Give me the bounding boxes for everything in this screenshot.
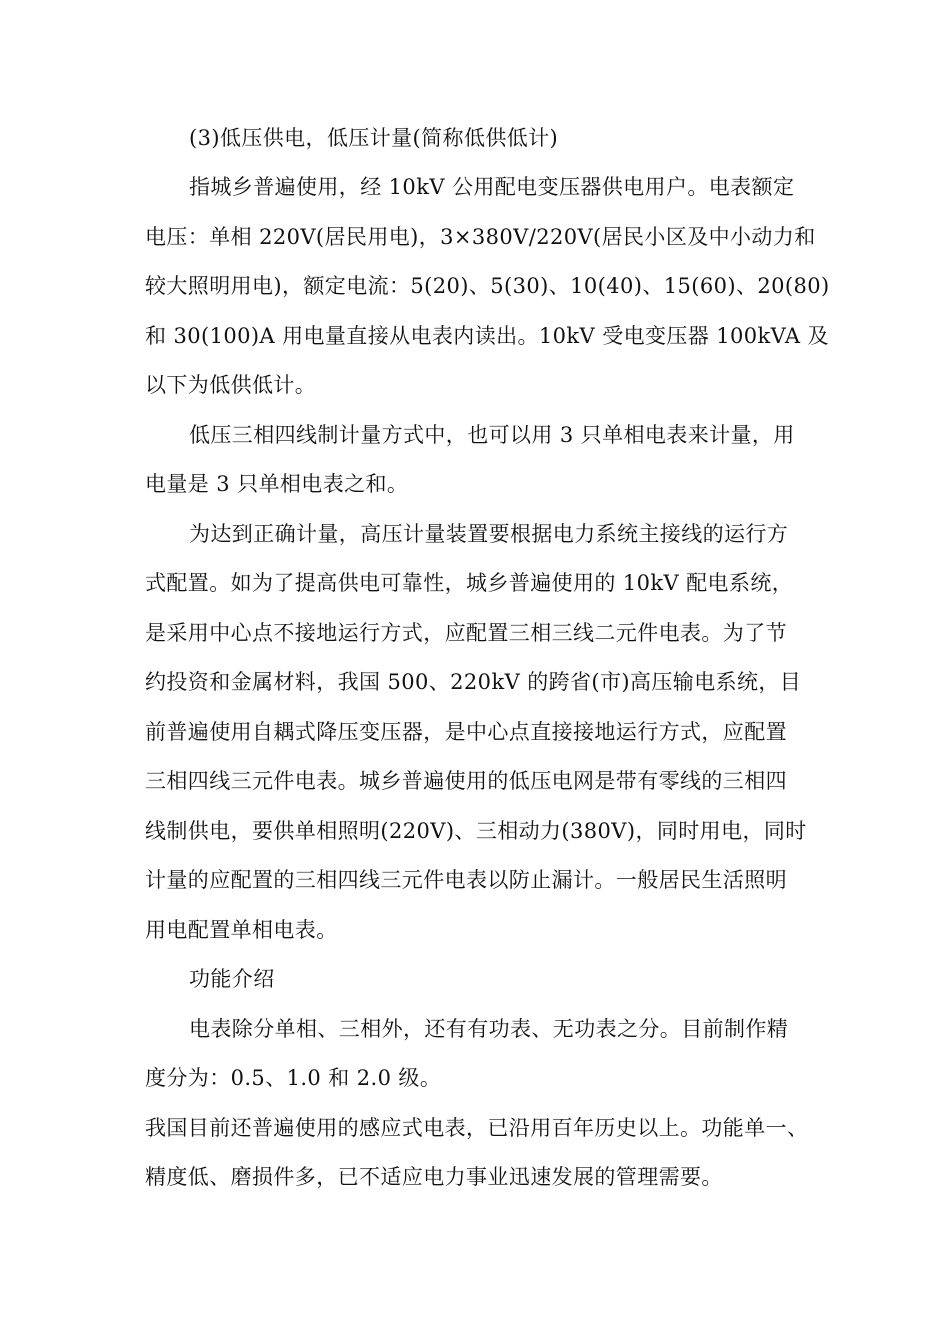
paragraph-line: 指城乡普遍使用，经 10kV 公用配电变压器供电用户。电表额定 [189, 175, 795, 199]
paragraph-line: 低压三相四线制计量方式中，也可以用 3 只单相电表来计量，用 [189, 423, 795, 447]
section-heading-low-voltage: (3)低压供电，低压计量(简称低供低计) [189, 126, 559, 150]
paragraph-line: 式配置。如为了提高供电可靠性，城乡普遍使用的 10kV 配电系统， [145, 571, 794, 595]
paragraph-line: 以下为低供低计。 [145, 373, 317, 397]
paragraph-line: 是采用中心点不接地运行方式，应配置三相三线二元件电表。为了节 [145, 621, 787, 645]
paragraph-line: 度分为：0.5、1.0 和 2.0 级。 [145, 1066, 442, 1090]
paragraph-line: 电量是 3 只单相电表之和。 [145, 472, 409, 496]
paragraph-line: 三相四线三元件电表。城乡普遍使用的低压电网是带有零线的三相四 [145, 769, 787, 793]
paragraph-line: 为达到正确计量，高压计量装置要根据电力系统主接线的运行方 [189, 522, 789, 546]
paragraph-line: 电表除分单相、三相外，还有有功表、无功表之分。目前制作精 [189, 1017, 789, 1041]
paragraph-line: 精度低、磨损件多，已不适应电力事业迅速发展的管理需要。 [145, 1165, 723, 1189]
paragraph-line: 电压：单相 220V(居民用电)，3×380V/220V(居民小区及中小动力和 [145, 225, 816, 249]
paragraph-line: 线制供电，要供单相照明(220V)、三相动力(380V)，同时用电，同时 [145, 819, 807, 843]
paragraph-line: 前普遍使用自耦式降压变压器，是中心点直接接地运行方式，应配置 [145, 720, 787, 744]
section-heading-features: 功能介绍 [189, 967, 275, 991]
paragraph-line: 较大照明用电)，额定电流：5(20)、5(30)、10(40)、15(60)、20(80) [145, 274, 830, 298]
paragraph-line: 和 30(100)A 用电量直接从电表内读出。10kV 受电变压器 100kVA 及 [145, 324, 829, 348]
paragraph-line: 计量的应配置的三相四线三元件电表以防止漏计。一般居民生活照明 [145, 868, 787, 892]
paragraph-line: 我国目前还普遍使用的感应式电表，已沿用百年历史以上。功能单一、 [145, 1116, 809, 1140]
paragraph-line: 用电配置单相电表。 [145, 918, 338, 942]
paragraph-line: 约投资和金属材料，我国 500、220kV 的跨省(市)高压输电系统，目 [145, 670, 802, 694]
